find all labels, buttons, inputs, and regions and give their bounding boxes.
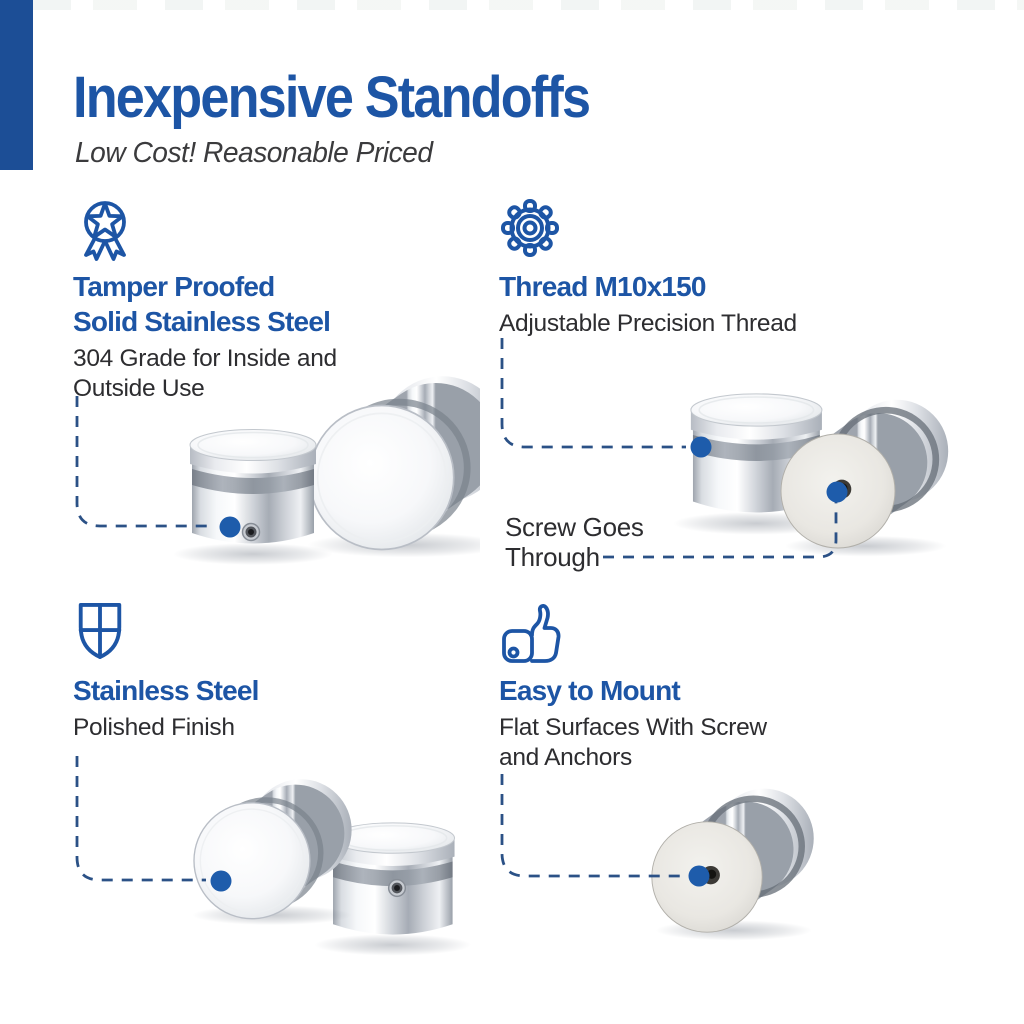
callout-label-line: Through xyxy=(505,542,600,572)
feature-description-line: Outside Use xyxy=(73,375,205,402)
feature-description-line: Adjustable Precision Thread xyxy=(499,310,797,337)
callout-label-line: Screw Goes xyxy=(505,512,644,542)
feature-easy-to-mount xyxy=(499,601,939,773)
thumbs-up-icon xyxy=(499,601,939,667)
feature-description-line: and Anchors xyxy=(499,744,632,771)
page-title: Inexpensive Standoffs xyxy=(73,65,590,130)
header xyxy=(73,65,647,170)
feature-description-line: Polished Finish xyxy=(73,714,235,741)
shield-icon xyxy=(73,601,513,667)
standoff-photo-polished xyxy=(60,755,480,985)
feature-heading-line: Tamper Proofed xyxy=(73,271,275,302)
standoff-photo-mount xyxy=(490,755,930,990)
feature-heading-line: Solid Stainless Steel xyxy=(73,306,331,337)
feature-heading-line: Easy to Mount xyxy=(499,675,680,706)
feature-thread xyxy=(499,197,939,339)
left-accent-bar xyxy=(0,0,33,170)
award-ribbon-icon xyxy=(73,197,513,263)
feature-heading-line: Thread M10x150 xyxy=(499,271,706,302)
standoff-photo-thread xyxy=(600,330,1024,590)
feature-description-line: 304 Grade for Inside and xyxy=(73,345,337,372)
feature-stainless-steel xyxy=(73,601,513,743)
feature-heading-line: Stainless Steel xyxy=(73,675,259,706)
callout-label-screw-goes-through xyxy=(505,512,644,572)
gear-icon xyxy=(499,197,939,263)
cropped-top-edge-artifact xyxy=(33,0,1024,10)
page-subtitle: Low Cost! Reasonable Priced xyxy=(75,136,433,169)
feature-description-line: Flat Surfaces With Screw xyxy=(499,714,767,741)
standoff-photo-tamper xyxy=(60,370,480,605)
